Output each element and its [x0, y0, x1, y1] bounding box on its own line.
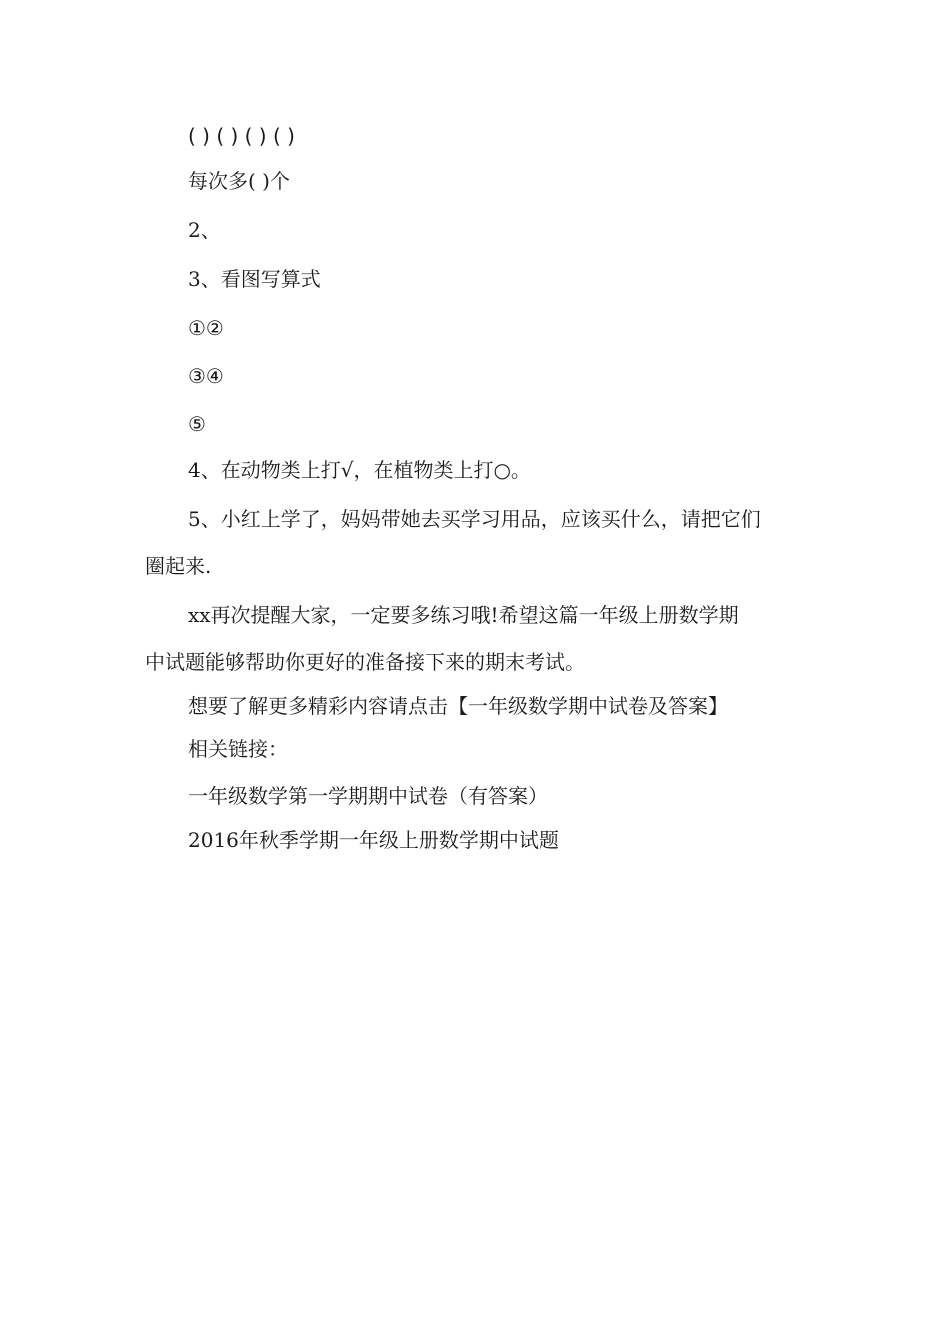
more-content-link-line[interactable]: 想要了解更多精彩内容请点击【一年级数学期中试卷及答案】	[188, 694, 728, 718]
circled-numbers-1-2: ①②	[188, 316, 224, 340]
each-time-more-line: 每次多( )个	[188, 169, 290, 193]
related-links-label: 相关链接：	[188, 737, 288, 761]
circled-number-5: ⑤	[188, 412, 206, 436]
reminder-line-1: xx再次提醒大家，一定要多练习哦!希望这篇一年级上册数学期	[188, 603, 739, 627]
question-2: 2、	[188, 218, 221, 242]
question-5-line-2: 圈起来.	[145, 554, 212, 578]
related-link-2[interactable]: 2016年秋季学期一年级上册数学期中试题	[188, 828, 559, 852]
related-link-1[interactable]: 一年级数学第一学期期中试卷（有答案）	[188, 784, 548, 808]
reminder-line-2: 中试题能够帮助你更好的准备接下来的期末考试。	[145, 650, 585, 674]
question-4: 4、在动物类上打√，在植物类上打○。	[188, 458, 531, 482]
blank-parentheses-row: ( ) ( ) ( ) ( )	[188, 124, 295, 148]
question-5-line-1: 5、小红上学了，妈妈带她去买学习用品，应该买什么，请把它们	[188, 507, 761, 531]
circled-numbers-3-4: ③④	[188, 364, 224, 388]
question-3-heading: 3、看图写算式	[188, 267, 321, 291]
